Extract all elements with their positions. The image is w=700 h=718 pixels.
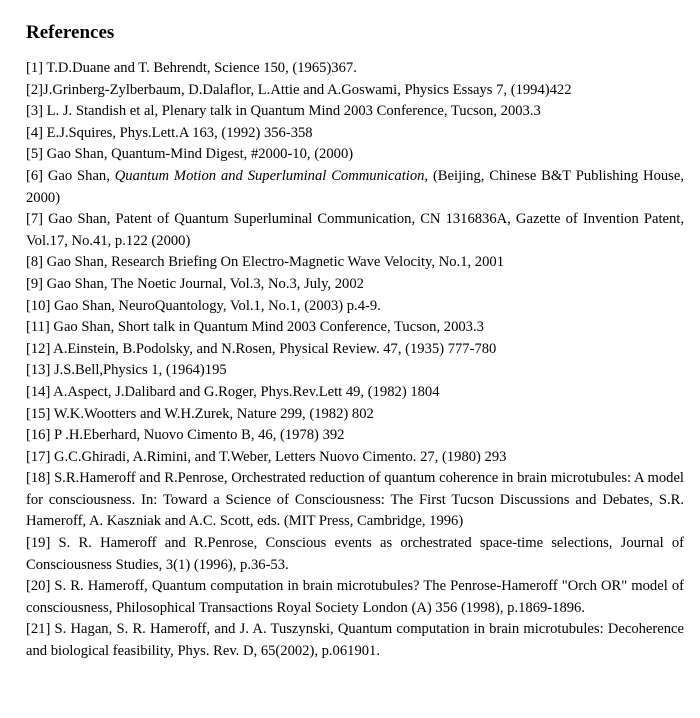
reference-item-15: [15] W.K.Wootters and W.H.Zurek, Nature 299, (1982) 802 [26,405,374,422]
reference-item-18: [18] S.R.Hameroff and R.Penrose, Orchestrated reduction of quantum coherence in brain microtubules: A model for consciousness. In: Toward a Science of Consciousness: The First Tucson Discussions and Debates, S.R. Hameroff, A. Kaszniak and A.C. Scott, eds. (MIT Press, Cambridge, 1996) [26,470,684,530]
reference-item-9: [9] Gao Shan, The Noetic Journal, Vol.3, No.3, July, 2002 [26,275,364,292]
reference-item-5: [5] Gao Shan, Quantum-Mind Digest, #2000-10, (2000) [26,146,354,163]
reference-item-17: [17] G.C.Ghiradi, A.Rimini, and T.Weber, Letters Nuovo Cimento. 27, (1980) 293 [26,448,507,465]
reference-6-suffix: , (Beijing, Chinese B&T Publishing House, 2000) [26,167,684,206]
reference-item-10: [10] Gao Shan, NeuroQuantology, Vol.1, No.1, (2003) p.4-9. [26,297,381,314]
reference-item-21: [21] S. Hagan, S. R. Hameroff, and J. A. Tuszynski, Quantum computation in brain microtubules: Decoherence and biological feasibility, Phys. Rev. D, 65(2002), p.061901. [26,621,684,660]
reference-item-14: [14] A.Aspect, J.Dalibard and G.Roger, Phys.Rev.Lett 49, (1982) 1804 [26,383,440,400]
reference-item-19: [19] S. R. Hameroff and R.Penrose, Conscious events as orchestrated space-time selections, Journal of Consciousness Studies, 3(1) (1996), p.36-53. [26,535,684,573]
reference-item-13: [13] J.S.Bell,Physics 1, (1964)195 [26,362,227,379]
reference-item-1: [1] T.D.Duane and T. Behrendt, Science 150, (1965)367. [26,60,357,76]
reference-item-11: [11] Gao Shan, Short talk in Quantum Mind 2003 Conference, Tucson, 2003.3 [26,319,484,336]
references-heading: References [26,22,115,43]
reference-item-8: [8] Gao Shan, Research Briefing On Electro-Magnetic Wave Velocity, No.1, 2001 [26,254,504,271]
reference-item-16: [16] P .H.Eberhard, Nuovo Cimento B, 46, (1978) 392 [26,427,345,444]
reference-item-3: [3] L. J. Standish et al, Plenary talk in Quantum Mind 2003 Conference, Tucson, 2003.3 [26,103,541,120]
reference-item-20: [20] S. R. Hameroff, Quantum computation in brain microtubules? The Penrose-Hameroff "Orch OR" model of consciousness, Philosophical Transactions Royal Society London (A) 356 (1998), p.1869-1896. [26,578,684,616]
reference-6-prefix: [6] Gao Shan, [26,167,115,184]
reference-6-book-title: Quantum Motion and Superluminal Communication [114,167,425,184]
reference-item-7: [7] Gao Shan, Patent of Quantum Superluminal Communication, CN 1316836A, Gazette of Invention Patent, Vol.17, No.41, p.122 (2000) [26,211,684,249]
reference-list [26,58,684,663]
reference-item-4: [4] E.J.Squires, Phys.Lett.A 163, (1992) 356-358 [26,124,313,141]
reference-item-12: [12] A.Einstein, B.Podolsky, and N.Rosen, Physical Review. 47, (1935) 777-780 [26,340,497,357]
reference-item-6 [26,166,684,209]
reference-item-2: [2]J.Grinberg-Zylberbaum, D.Dalaflor, L.Attie and A.Goswami, Physics Essays 7, (1994)422 [26,81,572,98]
